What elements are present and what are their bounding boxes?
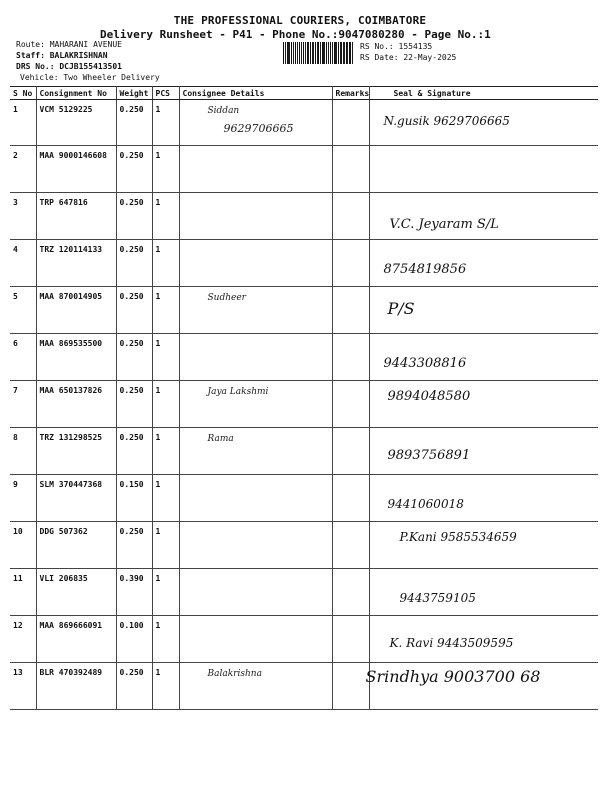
staff-label: Staff: BALAKRISHNAN xyxy=(16,51,108,60)
table-row xyxy=(10,428,598,475)
cell-consignee-details xyxy=(179,240,332,287)
cell-pcs: 1 xyxy=(152,381,179,428)
cell-sno: 5 xyxy=(10,287,36,334)
document-title: THE PROFESSIONAL COURIERS, COIMBATORE xyxy=(173,14,427,27)
handwritten-signature: 9443759105 xyxy=(399,591,476,605)
cell-sno: 7 xyxy=(10,381,36,428)
cell-consignee-details xyxy=(179,663,332,710)
column-header-pcs: PCS xyxy=(152,87,179,100)
barcode-bar xyxy=(288,42,290,64)
cell-pcs: 1 xyxy=(152,428,179,475)
handwritten-signature: 9441060018 xyxy=(387,497,464,511)
table-header-row xyxy=(10,87,598,100)
cell-signature xyxy=(369,240,598,287)
handwritten-consignee: Jaya Lakshmi xyxy=(207,387,269,397)
column-header-sno: S No xyxy=(10,87,36,100)
cell-remarks xyxy=(332,240,369,287)
column-header-remarks: Remarks xyxy=(332,87,369,100)
cell-weight: 0.250 xyxy=(116,100,152,146)
handwritten-signature: 9893756891 xyxy=(387,448,471,463)
handwritten-signature: Srindhya 9003700 68 xyxy=(365,667,541,686)
table-row xyxy=(10,193,598,240)
table-row xyxy=(10,240,598,287)
barcode-bar xyxy=(315,42,316,64)
cell-sno: 2 xyxy=(10,146,36,193)
barcode-bar xyxy=(305,42,306,64)
cell-remarks xyxy=(332,287,369,334)
column-header-consignment: Consignment No xyxy=(36,87,116,100)
vehicle-label: Vehicle: Two Wheeler Delivery xyxy=(20,73,160,82)
barcode-bar xyxy=(295,42,296,64)
cell-signature xyxy=(369,428,598,475)
cell-signature xyxy=(369,569,598,616)
barcode-bar xyxy=(341,42,342,64)
cell-consignee-details xyxy=(179,475,332,522)
handwritten-signature: N.gusik 9629706665 xyxy=(383,114,510,128)
cell-remarks xyxy=(332,616,369,663)
handwritten-consignee-phone: 9629706665 xyxy=(223,122,294,135)
barcode-bar xyxy=(323,42,325,64)
cell-sno: 6 xyxy=(10,334,36,381)
cell-sno: 9 xyxy=(10,475,36,522)
cell-consignment-no: DDG 507362 xyxy=(36,522,116,569)
barcode-bar xyxy=(318,42,319,64)
cell-sno: 3 xyxy=(10,193,36,240)
barcode-bar xyxy=(312,42,314,64)
table-row xyxy=(10,381,598,428)
cell-pcs: 1 xyxy=(152,240,179,287)
handwritten-signature: P.Kani 9585534659 xyxy=(399,530,517,544)
table-row xyxy=(10,522,598,569)
barcode-bar xyxy=(291,42,292,64)
table-row xyxy=(10,100,598,146)
barcode-bar xyxy=(285,42,286,64)
cell-weight: 0.250 xyxy=(116,381,152,428)
cell-remarks xyxy=(332,522,369,569)
barcode-bar xyxy=(301,42,302,64)
cell-sno: 10 xyxy=(10,522,36,569)
cell-consignment-no: MAA 869535500 xyxy=(36,334,116,381)
cell-pcs: 1 xyxy=(152,193,179,240)
barcode-bar xyxy=(287,42,288,64)
cell-pcs: 1 xyxy=(152,100,179,146)
barcode-bar xyxy=(326,42,327,64)
cell-weight: 0.250 xyxy=(116,522,152,569)
cell-consignment-no: TRZ 120114133 xyxy=(36,240,116,287)
barcode-bar xyxy=(346,42,347,64)
barcode-bar xyxy=(352,42,353,64)
cell-weight: 0.250 xyxy=(116,146,152,193)
cell-signature xyxy=(369,616,598,663)
cell-consignment-no: TRP 647816 xyxy=(36,193,116,240)
cell-signature xyxy=(369,475,598,522)
table-row xyxy=(10,569,598,616)
cell-pcs: 1 xyxy=(152,334,179,381)
cell-signature xyxy=(369,381,598,428)
column-header-signature: Seal & Signature xyxy=(369,87,598,100)
rs-number: RS No.: 1554135 xyxy=(360,42,433,51)
barcode-bar xyxy=(332,42,333,64)
cell-weight: 0.250 xyxy=(116,663,152,710)
barcode-bar xyxy=(310,42,311,64)
route-label: Route: MAHARANI AVENUE xyxy=(16,40,122,49)
cell-consignee-details xyxy=(179,522,332,569)
handwritten-signature: 9894048580 xyxy=(387,389,471,404)
cell-weight: 0.100 xyxy=(116,616,152,663)
cell-signature xyxy=(369,146,598,193)
barcode-bar xyxy=(328,42,329,64)
handwritten-signature: 8754819856 xyxy=(383,262,467,277)
cell-weight: 0.250 xyxy=(116,240,152,287)
barcode-bar xyxy=(334,42,335,64)
handwritten-consignee: Balakrishna xyxy=(207,669,262,679)
cell-consignee-details xyxy=(179,334,332,381)
cell-remarks xyxy=(332,475,369,522)
cell-consignment-no: MAA 869666091 xyxy=(36,616,116,663)
cell-weight: 0.390 xyxy=(116,569,152,616)
barcode-bar xyxy=(303,42,304,64)
handwritten-consignee: Rama xyxy=(207,434,234,444)
cell-signature xyxy=(369,100,598,146)
cell-consignment-no: VLI 206835 xyxy=(36,569,116,616)
rs-date: RS Date: 22-May-2025 xyxy=(360,53,457,62)
cell-pcs: 1 xyxy=(152,287,179,334)
cell-sno: 1 xyxy=(10,100,36,146)
table-row xyxy=(10,287,598,334)
barcode-bar xyxy=(320,42,321,64)
cell-consignment-no: TRZ 131298525 xyxy=(36,428,116,475)
cell-remarks xyxy=(332,100,369,146)
barcode-image xyxy=(283,42,353,64)
cell-signature xyxy=(369,334,598,381)
barcode-bar xyxy=(283,42,284,64)
cell-sno: 8 xyxy=(10,428,36,475)
barcode-bar xyxy=(330,42,331,64)
barcode-bar xyxy=(349,42,351,64)
cell-sno: 12 xyxy=(10,616,36,663)
cell-pcs: 1 xyxy=(152,616,179,663)
barcode-bar xyxy=(338,42,339,64)
handwritten-signature: V.C. Jeyaram S/L xyxy=(389,217,499,232)
cell-consignment-no: MAA 870014905 xyxy=(36,287,116,334)
cell-sno: 11 xyxy=(10,569,36,616)
barcode-bar xyxy=(299,42,301,64)
cell-pcs: 1 xyxy=(152,475,179,522)
cell-consignee-details xyxy=(179,287,332,334)
barcode-bar xyxy=(335,42,337,64)
handwritten-signature: P/S xyxy=(387,299,415,318)
runsheet-table xyxy=(10,86,598,710)
barcode-bar xyxy=(297,42,298,64)
cell-consignment-no: SLM 370447368 xyxy=(36,475,116,522)
cell-remarks xyxy=(332,381,369,428)
barcode-bar xyxy=(343,42,344,64)
cell-remarks xyxy=(332,146,369,193)
cell-pcs: 1 xyxy=(152,569,179,616)
cell-consignee-details xyxy=(179,193,332,240)
table-row xyxy=(10,475,598,522)
cell-weight: 0.250 xyxy=(116,287,152,334)
cell-consignment-no: BLR 470392489 xyxy=(36,663,116,710)
cell-sno: 4 xyxy=(10,240,36,287)
cell-pcs: 1 xyxy=(152,146,179,193)
cell-consignment-no: MAA 650137826 xyxy=(36,381,116,428)
cell-consignment-no: VCM 5129225 xyxy=(36,100,116,146)
handwritten-consignee: Sudheer xyxy=(207,293,246,303)
table-row xyxy=(10,663,598,710)
cell-consignee-details xyxy=(179,100,332,146)
cell-consignee-details xyxy=(179,146,332,193)
table-row xyxy=(10,334,598,381)
barcode-bar xyxy=(293,42,294,64)
barcode-bar xyxy=(347,42,348,64)
runsheet-subtitle: Delivery Runsheet - P41 - Phone No.:9047080280 - Page No.:1 xyxy=(100,28,491,41)
cell-pcs: 1 xyxy=(152,522,179,569)
barcode-bar xyxy=(308,42,309,64)
column-header-weight: Weight xyxy=(116,87,152,100)
cell-pcs: 1 xyxy=(152,663,179,710)
cell-sno: 13 xyxy=(10,663,36,710)
barcode-bar xyxy=(340,42,341,64)
cell-remarks xyxy=(332,569,369,616)
cell-remarks xyxy=(332,428,369,475)
barcode-bar xyxy=(307,42,308,64)
handwritten-consignee: Siddan xyxy=(207,106,240,116)
cell-signature xyxy=(369,522,598,569)
cell-consignee-details xyxy=(179,428,332,475)
cell-consignment-no: MAA 9000146608 xyxy=(36,146,116,193)
cell-weight: 0.250 xyxy=(116,193,152,240)
cell-remarks xyxy=(332,193,369,240)
cell-weight: 0.250 xyxy=(116,428,152,475)
barcode-bar xyxy=(317,42,318,64)
cell-weight: 0.250 xyxy=(116,334,152,381)
barcode-bar xyxy=(322,42,323,64)
cell-weight: 0.150 xyxy=(116,475,152,522)
cell-remarks xyxy=(332,334,369,381)
column-header-consignee: Consignee Details xyxy=(179,87,332,100)
cell-signature xyxy=(369,193,598,240)
cell-signature xyxy=(365,663,598,710)
cell-consignee-details xyxy=(179,616,332,663)
cell-consignee-details xyxy=(179,569,332,616)
table-row xyxy=(10,146,598,193)
table-row xyxy=(10,616,598,663)
cell-signature xyxy=(369,287,598,334)
cell-consignee-details xyxy=(179,381,332,428)
handwritten-signature: K. Ravi 9443509595 xyxy=(389,636,514,650)
cell-remarks xyxy=(332,663,369,710)
handwritten-signature: 9443308816 xyxy=(383,356,467,371)
drs-label: DRS No.: DCJB155413501 xyxy=(16,62,122,71)
